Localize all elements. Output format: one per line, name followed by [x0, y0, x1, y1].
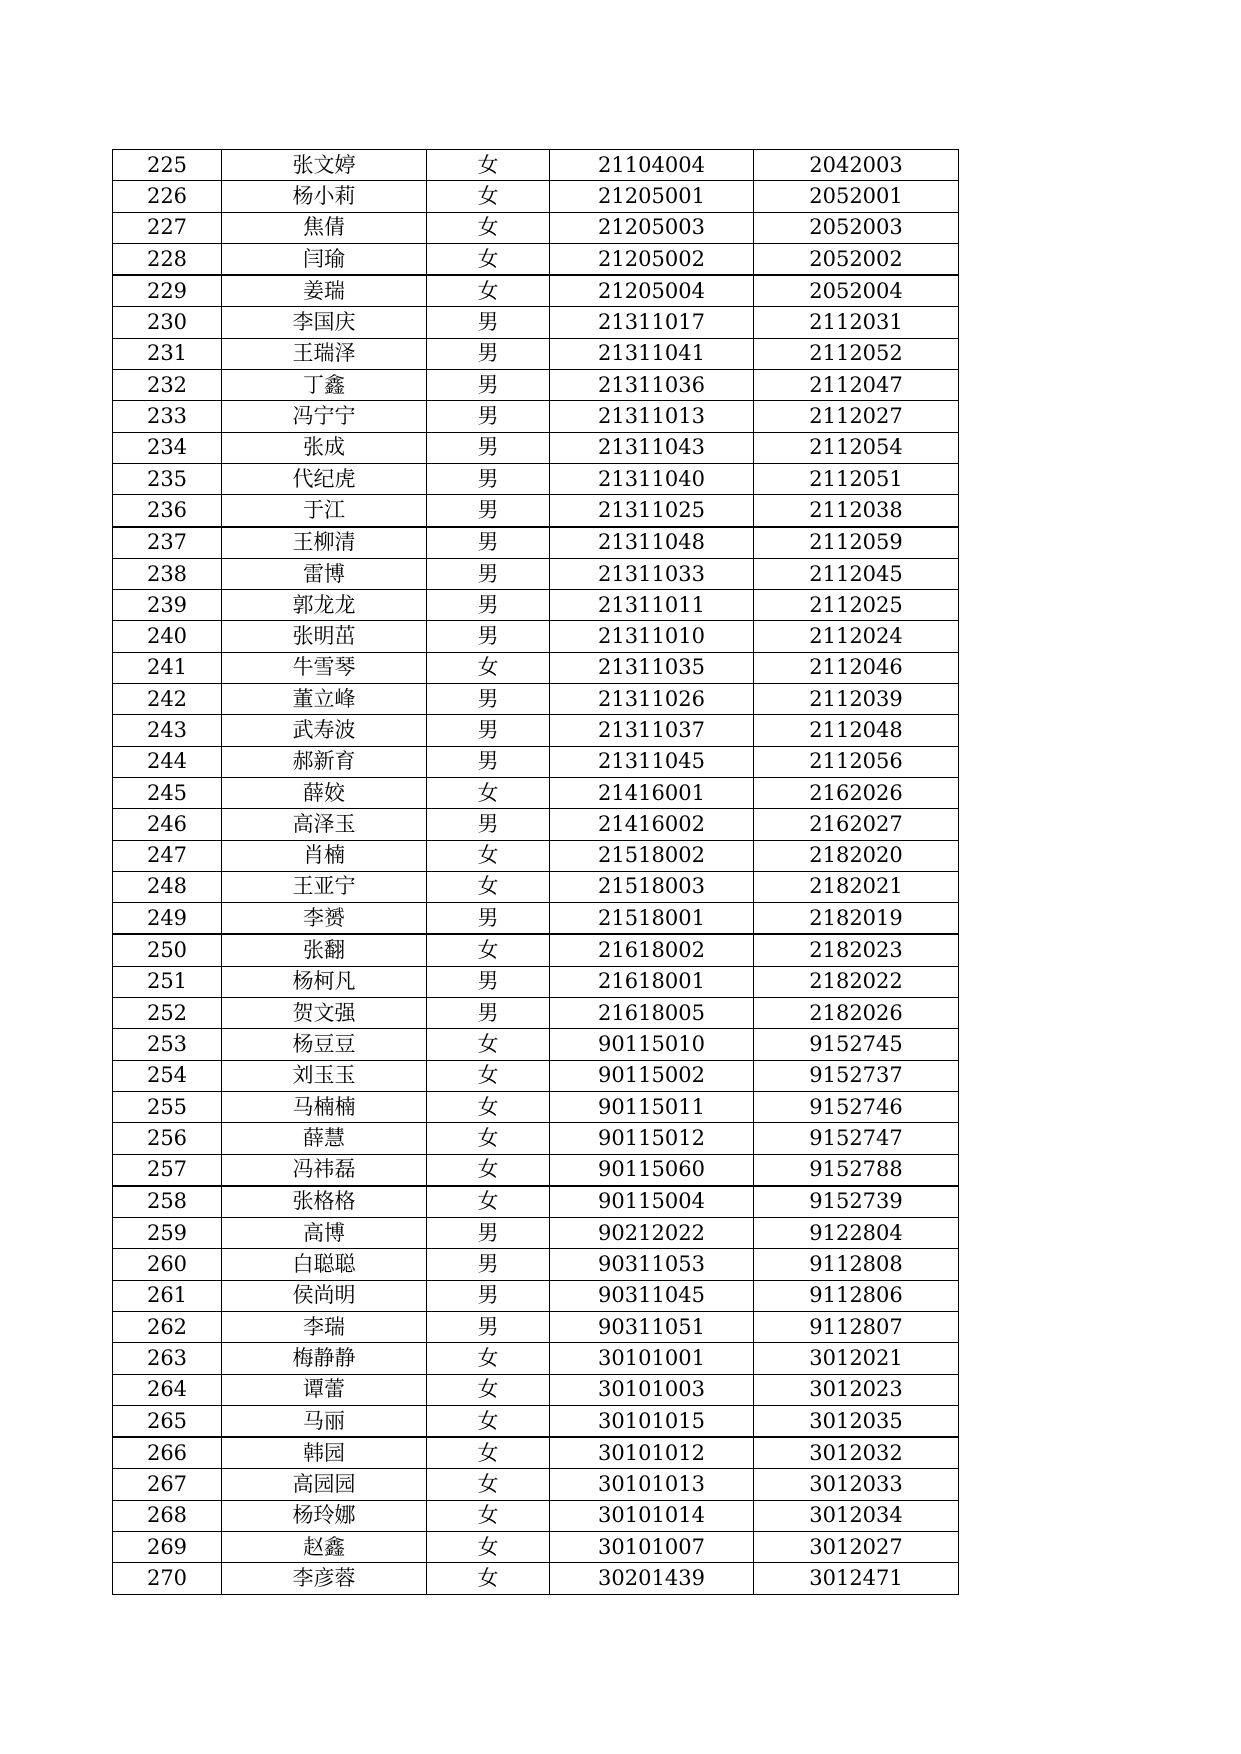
student-id-cell: 90311051: [550, 1311, 754, 1342]
exam-id-cell: 2052001: [754, 181, 959, 212]
table-row: [113, 715, 959, 746]
gender-cell: 男: [427, 1311, 550, 1342]
gender-cell: 女: [427, 871, 550, 902]
student-id-cell: 21311035: [550, 652, 754, 683]
table-row: [113, 621, 959, 652]
exam-id-cell: 2162026: [754, 777, 959, 808]
table-row: [113, 1280, 959, 1311]
gender-cell: 男: [427, 338, 550, 369]
student-id-cell: 21618002: [550, 934, 754, 966]
student-id-cell: 30101014: [550, 1500, 754, 1531]
table-row: [113, 1154, 959, 1186]
table-row: [113, 777, 959, 808]
name-cell: 冯宁宁: [222, 401, 427, 432]
row-number-cell: 267: [113, 1469, 222, 1500]
exam-id-cell: 9122804: [754, 1218, 959, 1249]
gender-cell: 男: [427, 1218, 550, 1249]
gender-cell: 男: [427, 809, 550, 840]
exam-id-cell: 2112051: [754, 463, 959, 494]
table-row: [113, 1343, 959, 1374]
exam-id-cell: 2182021: [754, 871, 959, 902]
row-number-cell: 237: [113, 527, 222, 559]
row-number-cell: 239: [113, 590, 222, 621]
gender-cell: 女: [427, 1123, 550, 1154]
row-number-cell: 246: [113, 809, 222, 840]
gender-cell: 男: [427, 684, 550, 715]
table-row: [113, 463, 959, 494]
exam-id-cell: 9152746: [754, 1091, 959, 1122]
student-id-cell: 21205004: [550, 275, 754, 307]
gender-cell: 女: [427, 212, 550, 243]
row-number-cell: 227: [113, 212, 222, 243]
student-id-cell: 21311010: [550, 621, 754, 652]
table-row: [113, 401, 959, 432]
roster-table: [112, 149, 959, 1595]
row-number-cell: 228: [113, 243, 222, 275]
table-row: [113, 1500, 959, 1531]
exam-id-cell: 2182022: [754, 966, 959, 997]
table-row: [113, 527, 959, 559]
table-row: [113, 590, 959, 621]
gender-cell: 男: [427, 527, 550, 559]
exam-id-cell: 2112024: [754, 621, 959, 652]
table-row: [113, 966, 959, 997]
row-number-cell: 253: [113, 1029, 222, 1060]
gender-cell: 女: [427, 1532, 550, 1563]
name-cell: 牛雪琴: [222, 652, 427, 683]
name-cell: 李国庆: [222, 307, 427, 338]
table-row: [113, 275, 959, 307]
gender-cell: 男: [427, 998, 550, 1029]
table-row: [113, 1091, 959, 1122]
name-cell: 张翻: [222, 934, 427, 966]
exam-id-cell: 3012023: [754, 1374, 959, 1405]
gender-cell: 男: [427, 495, 550, 527]
student-id-cell: 90115002: [550, 1060, 754, 1091]
gender-cell: 女: [427, 840, 550, 871]
exam-id-cell: 2112056: [754, 746, 959, 777]
exam-id-cell: 9112808: [754, 1249, 959, 1280]
table-row: [113, 652, 959, 683]
gender-cell: 女: [427, 1029, 550, 1060]
name-cell: 郝新育: [222, 746, 427, 777]
name-cell: 李彦蓉: [222, 1563, 427, 1594]
name-cell: 高园园: [222, 1469, 427, 1500]
exam-id-cell: 9152788: [754, 1154, 959, 1186]
table-row: [113, 684, 959, 715]
student-id-cell: 21311043: [550, 432, 754, 463]
name-cell: 张明茁: [222, 621, 427, 652]
name-cell: 杨玲娜: [222, 1500, 427, 1531]
name-cell: 杨柯凡: [222, 966, 427, 997]
gender-cell: 女: [427, 1500, 550, 1531]
student-id-cell: 21205003: [550, 212, 754, 243]
student-id-cell: 21416001: [550, 777, 754, 808]
name-cell: 马丽: [222, 1405, 427, 1437]
row-number-cell: 244: [113, 746, 222, 777]
student-id-cell: 30101012: [550, 1437, 754, 1469]
gender-cell: 女: [427, 1343, 550, 1374]
student-id-cell: 21104004: [550, 150, 754, 181]
exam-id-cell: 9152745: [754, 1029, 959, 1060]
exam-id-cell: 2042003: [754, 150, 959, 181]
row-number-cell: 261: [113, 1280, 222, 1311]
exam-id-cell: 2112031: [754, 307, 959, 338]
table-row: [113, 871, 959, 902]
row-number-cell: 265: [113, 1405, 222, 1437]
table-row: [113, 746, 959, 777]
name-cell: 王柳清: [222, 527, 427, 559]
table-row: [113, 1123, 959, 1154]
table-row: [113, 998, 959, 1029]
table-row: [113, 1405, 959, 1437]
table-row: [113, 181, 959, 212]
row-number-cell: 259: [113, 1218, 222, 1249]
name-cell: 焦倩: [222, 212, 427, 243]
table-row: [113, 243, 959, 275]
exam-id-cell: 2112047: [754, 370, 959, 401]
student-id-cell: 21311045: [550, 746, 754, 777]
table-row: [113, 840, 959, 871]
gender-cell: 男: [427, 1249, 550, 1280]
row-number-cell: 231: [113, 338, 222, 369]
exam-id-cell: 2112025: [754, 590, 959, 621]
gender-cell: 女: [427, 1154, 550, 1186]
gender-cell: 女: [427, 1469, 550, 1500]
name-cell: 张文婷: [222, 150, 427, 181]
student-id-cell: 21518003: [550, 871, 754, 902]
table-row: [113, 809, 959, 840]
table-row: [113, 1029, 959, 1060]
exam-id-cell: 9112806: [754, 1280, 959, 1311]
table-row: [113, 1218, 959, 1249]
name-cell: 代纪虎: [222, 463, 427, 494]
exam-id-cell: 3012033: [754, 1469, 959, 1500]
table-row: [113, 338, 959, 369]
row-number-cell: 266: [113, 1437, 222, 1469]
gender-cell: 男: [427, 463, 550, 494]
gender-cell: 女: [427, 181, 550, 212]
table-row: [113, 1060, 959, 1091]
row-number-cell: 245: [113, 777, 222, 808]
student-id-cell: 21311037: [550, 715, 754, 746]
student-id-cell: 90311045: [550, 1280, 754, 1311]
student-id-cell: 21311033: [550, 558, 754, 589]
exam-id-cell: 9152737: [754, 1060, 959, 1091]
row-number-cell: 232: [113, 370, 222, 401]
table-row: [113, 432, 959, 463]
student-id-cell: 21311011: [550, 590, 754, 621]
gender-cell: 男: [427, 370, 550, 401]
row-number-cell: 257: [113, 1154, 222, 1186]
row-number-cell: 225: [113, 150, 222, 181]
gender-cell: 女: [427, 1374, 550, 1405]
table-row: [113, 150, 959, 181]
gender-cell: 女: [427, 1437, 550, 1469]
gender-cell: 女: [427, 1186, 550, 1218]
row-number-cell: 235: [113, 463, 222, 494]
exam-id-cell: 2162027: [754, 809, 959, 840]
name-cell: 高博: [222, 1218, 427, 1249]
table-row: [113, 1437, 959, 1469]
name-cell: 张格格: [222, 1186, 427, 1218]
exam-id-cell: 2112052: [754, 338, 959, 369]
row-number-cell: 260: [113, 1249, 222, 1280]
name-cell: 董立峰: [222, 684, 427, 715]
gender-cell: 男: [427, 1280, 550, 1311]
name-cell: 李瑞: [222, 1311, 427, 1342]
row-number-cell: 240: [113, 621, 222, 652]
gender-cell: 女: [427, 1405, 550, 1437]
row-number-cell: 249: [113, 903, 222, 935]
name-cell: 丁鑫: [222, 370, 427, 401]
student-id-cell: 21205002: [550, 243, 754, 275]
exam-id-cell: 2112045: [754, 558, 959, 589]
gender-cell: 男: [427, 307, 550, 338]
name-cell: 侯尚明: [222, 1280, 427, 1311]
student-id-cell: 30101007: [550, 1532, 754, 1563]
gender-cell: 女: [427, 934, 550, 966]
gender-cell: 女: [427, 275, 550, 307]
student-id-cell: 90115060: [550, 1154, 754, 1186]
table-row: [113, 1186, 959, 1218]
student-id-cell: 21518001: [550, 903, 754, 935]
table-row: [113, 1563, 959, 1594]
name-cell: 武寿波: [222, 715, 427, 746]
exam-id-cell: 3012471: [754, 1563, 959, 1594]
roster-body: [113, 150, 959, 1595]
name-cell: 杨小莉: [222, 181, 427, 212]
name-cell: 薛慧: [222, 1123, 427, 1154]
student-id-cell: 30101003: [550, 1374, 754, 1405]
name-cell: 梅静静: [222, 1343, 427, 1374]
table-row: [113, 1469, 959, 1500]
name-cell: 李赟: [222, 903, 427, 935]
gender-cell: 男: [427, 432, 550, 463]
table-row: [113, 1532, 959, 1563]
exam-id-cell: 2052002: [754, 243, 959, 275]
row-number-cell: 270: [113, 1563, 222, 1594]
name-cell: 王亚宁: [222, 871, 427, 902]
student-id-cell: 90311053: [550, 1249, 754, 1280]
student-id-cell: 90115010: [550, 1029, 754, 1060]
student-id-cell: 90115011: [550, 1091, 754, 1122]
row-number-cell: 236: [113, 495, 222, 527]
row-number-cell: 250: [113, 934, 222, 966]
row-number-cell: 226: [113, 181, 222, 212]
exam-id-cell: 9152739: [754, 1186, 959, 1218]
name-cell: 雷博: [222, 558, 427, 589]
student-id-cell: 21518002: [550, 840, 754, 871]
table-row: [113, 1249, 959, 1280]
exam-id-cell: 2052003: [754, 212, 959, 243]
name-cell: 薛姣: [222, 777, 427, 808]
table-row: [113, 934, 959, 966]
exam-id-cell: 2112059: [754, 527, 959, 559]
row-number-cell: 252: [113, 998, 222, 1029]
exam-id-cell: 3012032: [754, 1437, 959, 1469]
row-number-cell: 269: [113, 1532, 222, 1563]
gender-cell: 男: [427, 715, 550, 746]
table-row: [113, 307, 959, 338]
name-cell: 于江: [222, 495, 427, 527]
student-id-cell: 21311026: [550, 684, 754, 715]
exam-id-cell: 9152747: [754, 1123, 959, 1154]
row-number-cell: 229: [113, 275, 222, 307]
exam-id-cell: 2182026: [754, 998, 959, 1029]
student-id-cell: 21205001: [550, 181, 754, 212]
name-cell: 赵鑫: [222, 1532, 427, 1563]
row-number-cell: 233: [113, 401, 222, 432]
row-number-cell: 268: [113, 1500, 222, 1531]
student-id-cell: 90212022: [550, 1218, 754, 1249]
exam-id-cell: 9112807: [754, 1311, 959, 1342]
exam-id-cell: 2112048: [754, 715, 959, 746]
exam-id-cell: 2052004: [754, 275, 959, 307]
row-number-cell: 256: [113, 1123, 222, 1154]
exam-id-cell: 3012021: [754, 1343, 959, 1374]
student-id-cell: 21311025: [550, 495, 754, 527]
name-cell: 王瑞泽: [222, 338, 427, 369]
row-number-cell: 255: [113, 1091, 222, 1122]
name-cell: 韩园: [222, 1437, 427, 1469]
name-cell: 冯祎磊: [222, 1154, 427, 1186]
name-cell: 谭蕾: [222, 1374, 427, 1405]
gender-cell: 女: [427, 777, 550, 808]
student-id-cell: 30101013: [550, 1469, 754, 1500]
exam-id-cell: 2112038: [754, 495, 959, 527]
name-cell: 姜瑞: [222, 275, 427, 307]
student-id-cell: 21311041: [550, 338, 754, 369]
table-row: [113, 558, 959, 589]
student-id-cell: 21416002: [550, 809, 754, 840]
row-number-cell: 247: [113, 840, 222, 871]
exam-id-cell: 2112027: [754, 401, 959, 432]
exam-id-cell: 3012035: [754, 1405, 959, 1437]
table-row: [113, 212, 959, 243]
gender-cell: 女: [427, 150, 550, 181]
row-number-cell: 258: [113, 1186, 222, 1218]
student-id-cell: 21311048: [550, 527, 754, 559]
student-id-cell: 21311040: [550, 463, 754, 494]
gender-cell: 男: [427, 590, 550, 621]
student-id-cell: 21311036: [550, 370, 754, 401]
name-cell: 张成: [222, 432, 427, 463]
row-number-cell: 243: [113, 715, 222, 746]
gender-cell: 男: [427, 746, 550, 777]
student-id-cell: 21311017: [550, 307, 754, 338]
row-number-cell: 262: [113, 1311, 222, 1342]
row-number-cell: 251: [113, 966, 222, 997]
name-cell: 马楠楠: [222, 1091, 427, 1122]
gender-cell: 男: [427, 558, 550, 589]
exam-id-cell: 2112039: [754, 684, 959, 715]
name-cell: 闫瑜: [222, 243, 427, 275]
student-id-cell: 21618001: [550, 966, 754, 997]
gender-cell: 女: [427, 1060, 550, 1091]
name-cell: 郭龙龙: [222, 590, 427, 621]
gender-cell: 女: [427, 243, 550, 275]
row-number-cell: 238: [113, 558, 222, 589]
name-cell: 刘玉玉: [222, 1060, 427, 1091]
student-id-cell: 21311013: [550, 401, 754, 432]
table-row: [113, 1374, 959, 1405]
row-number-cell: 242: [113, 684, 222, 715]
row-number-cell: 230: [113, 307, 222, 338]
student-id-cell: 30201439: [550, 1563, 754, 1594]
row-number-cell: 241: [113, 652, 222, 683]
student-id-cell: 21618005: [550, 998, 754, 1029]
name-cell: 高泽玉: [222, 809, 427, 840]
exam-id-cell: 3012027: [754, 1532, 959, 1563]
row-number-cell: 264: [113, 1374, 222, 1405]
table-row: [113, 903, 959, 935]
gender-cell: 男: [427, 621, 550, 652]
row-number-cell: 263: [113, 1343, 222, 1374]
row-number-cell: 248: [113, 871, 222, 902]
name-cell: 白聪聪: [222, 1249, 427, 1280]
gender-cell: 女: [427, 1563, 550, 1594]
row-number-cell: 234: [113, 432, 222, 463]
exam-id-cell: 2182020: [754, 840, 959, 871]
name-cell: 杨豆豆: [222, 1029, 427, 1060]
student-id-cell: 90115012: [550, 1123, 754, 1154]
student-id-cell: 30101015: [550, 1405, 754, 1437]
table-row: [113, 1311, 959, 1342]
exam-id-cell: 2182019: [754, 903, 959, 935]
gender-cell: 女: [427, 1091, 550, 1122]
gender-cell: 女: [427, 652, 550, 683]
row-number-cell: 254: [113, 1060, 222, 1091]
exam-id-cell: 2182023: [754, 934, 959, 966]
exam-id-cell: 3012034: [754, 1500, 959, 1531]
gender-cell: 男: [427, 903, 550, 935]
table-row: [113, 495, 959, 527]
gender-cell: 男: [427, 966, 550, 997]
gender-cell: 男: [427, 401, 550, 432]
student-id-cell: 30101001: [550, 1343, 754, 1374]
name-cell: 肖楠: [222, 840, 427, 871]
exam-id-cell: 2112054: [754, 432, 959, 463]
exam-id-cell: 2112046: [754, 652, 959, 683]
table-row: [113, 370, 959, 401]
name-cell: 贺文强: [222, 998, 427, 1029]
student-id-cell: 90115004: [550, 1186, 754, 1218]
